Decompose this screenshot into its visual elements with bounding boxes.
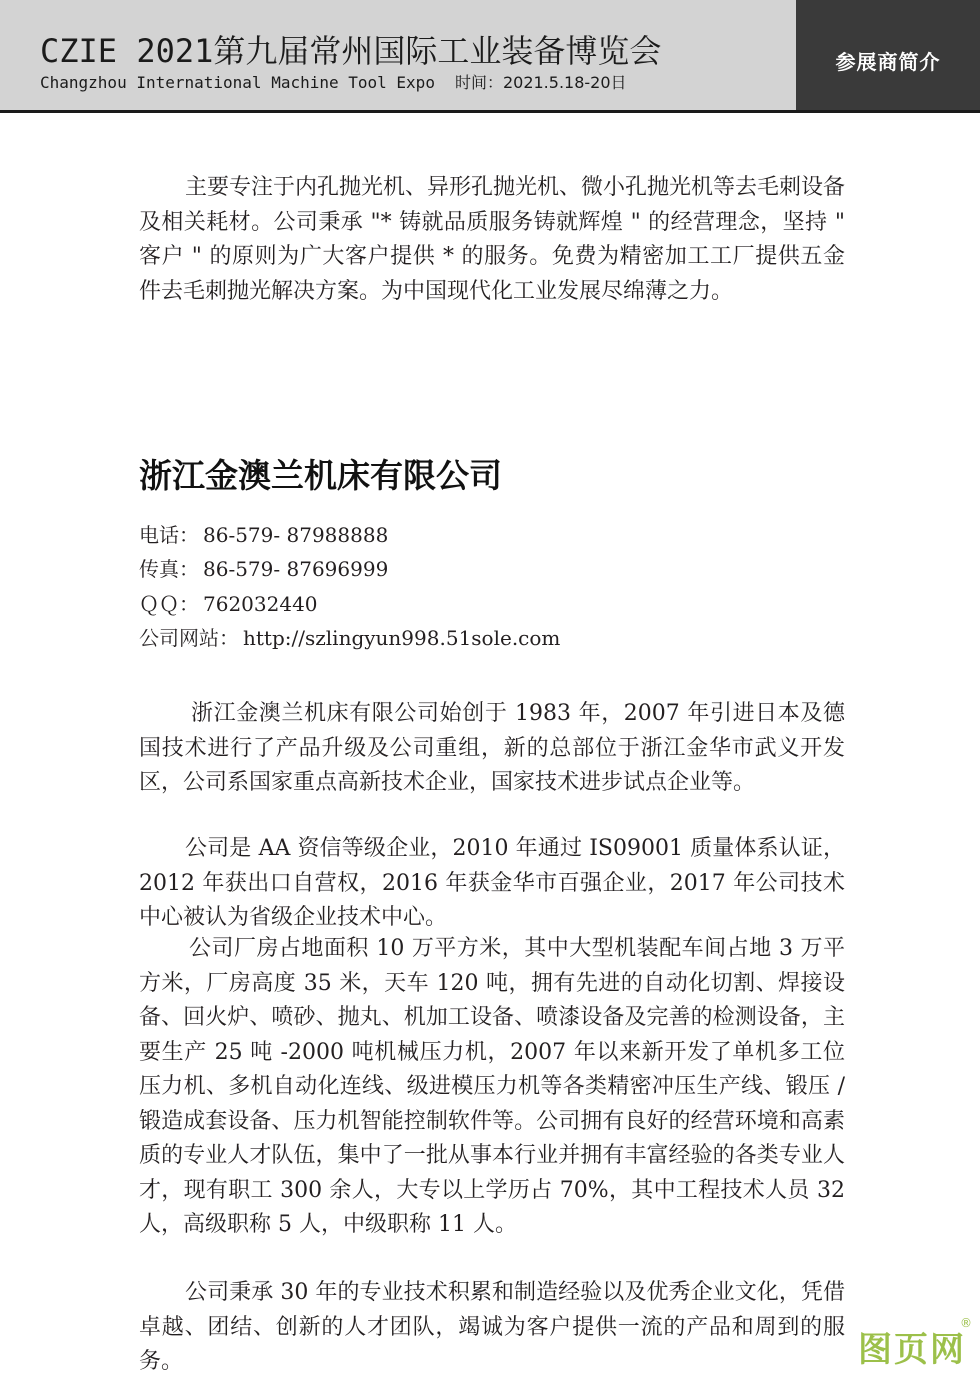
header-divider xyxy=(0,110,980,113)
page-header xyxy=(0,0,980,113)
expo-subtitle-line xyxy=(40,70,627,93)
watermark-text: 图页网 xyxy=(858,1330,966,1370)
contact-label: ＱＱ： xyxy=(139,591,199,616)
contact-label: 电话： xyxy=(139,523,199,547)
contact-qq xyxy=(139,587,560,621)
expo-subtitle: Changzhou International Machine Tool Expo xyxy=(40,73,435,92)
company-paragraph: 公司是 AA 资信等级企业，2010 年通过 IS09001 质量体系认证，2012 年获出口自营权，2016 年获金华市百强企业，2017 年公司技术中心被认为省级企业技术中心。 xyxy=(139,836,845,930)
company-paragraph: 公司秉承 30 年的专业技术积累和制造经验以及优秀企业文化，凭借卓越、团结、创新的人才团队，竭诚为客户提供一流的产品和周到的服务。 xyxy=(139,1280,845,1374)
company-name: 浙江金澳兰机床有限公司 xyxy=(139,456,502,495)
contact-fax xyxy=(139,552,560,586)
expo-date: 时间：2021.5.18-20日 xyxy=(454,73,627,92)
contact-label: 公司网站： xyxy=(139,625,239,650)
contact-phone xyxy=(139,518,560,552)
contact-label: 传真： xyxy=(139,557,199,582)
expo-title: CZIE 2021第九届常州国际工业装备博览会 xyxy=(40,32,662,70)
contact-value: 86-579- 87696999 xyxy=(203,557,389,582)
company-paragraph: 浙江金澳兰机床有限公司始创于 1983 年，2007 年引进日本及德国技术进行了产品升级及公司重组，新的总部位于浙江金华市武义开发区，公司系国家重点高新技术企业，国家技术进步试点企业等。 xyxy=(139,701,845,795)
section-label: 参展商简介 xyxy=(835,50,941,74)
contact-value: 762032440 xyxy=(203,591,318,616)
company-paragraph: 公司厂房占地面积 10 万平方米，其中大型机装配车间占地 3 万平方米，厂房高度 35 米，天车 120 吨，拥有先进的自动化切割、焊接设备、回火炉、喷砂、抛丸、机加工设备、喷漆设备及完善的检测设备，主要生产 25 吨 -2000 吨机械压力机，2007 年以来新开发了单机多工位压力机、多机自动化连线、级进模压力机等各类精密冲压生产线、锻压 / 锻造成套设备、压力机智能控制软件等。公司拥有良好的经营环境和高素质的专业人才队伍，集中了一批从事本行业并拥有丰富经验的各类专业人才，现有职工 300 余人，大专以上学历占 70%，其中工程技术人员 32 人，高级职称 5 人，中级职称 11 人。 xyxy=(139,936,845,1237)
contact-website xyxy=(139,621,560,655)
contact-value: http://szlingyun998.51sole.com xyxy=(243,625,561,650)
contact-value: 86-579- 87988888 xyxy=(203,523,389,547)
contact-block xyxy=(139,518,560,655)
registered-mark: ® xyxy=(960,1316,972,1330)
watermark-logo xyxy=(858,1316,972,1371)
intro-paragraph: 主要专注于内孔抛光机、异形孔抛光机、微小孔抛光机等去毛刺设备及相关耗材。公司秉承 "* 铸就品质服务铸就辉煌 " 的经营理念，坚持 " 客户 " 的原则为广大客户提供 * 的服务。免费为精密加工工厂提供五金件去毛刺抛光解决方案。为中国现代化工业发展尽绵薄之力。 xyxy=(139,175,846,304)
